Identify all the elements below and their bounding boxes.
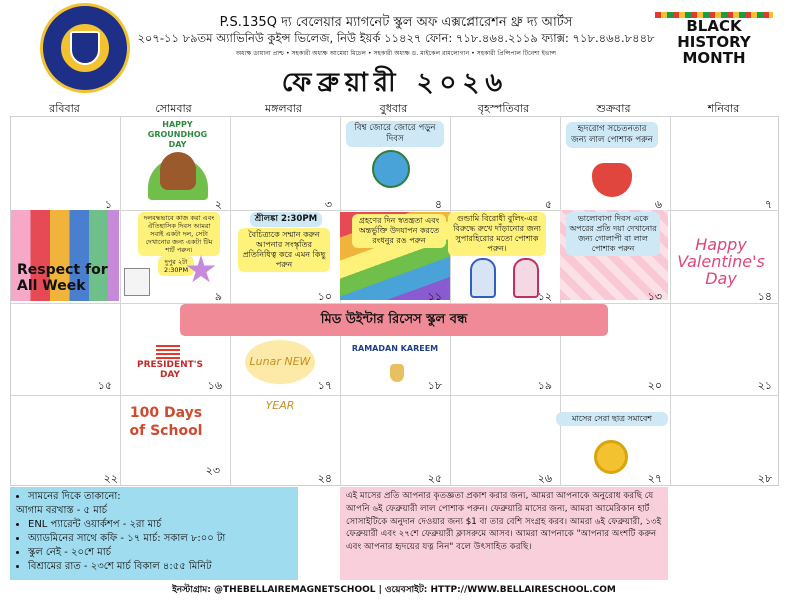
- day-number: ৬: [654, 198, 662, 211]
- day-number: ২৮: [757, 472, 772, 485]
- event-sri-lanka: বৈচিত্র্যকে সম্মান করুন আপনার সংস্কৃতির প্রতিনিধিত্ব করে এমন কিছু পরুন: [238, 228, 330, 272]
- dow-wednesday: বুধবার: [379, 102, 408, 115]
- looking-ahead-item: • স্কুল নেই - ২০শে মার্চ: [28, 546, 292, 560]
- grid-line: [340, 117, 341, 485]
- superhero-boy-icon: [470, 258, 496, 298]
- heart-month-message: এই মাসের প্রতি আপনার কৃতজ্ঞতা প্রকাশ করার জন্য, আমরা আপনাকে অনুরোধ করছি যে আপনি ৬ই ফেব্রুয়ারী লাল পোশাক পরুন। ফেব্রুয়ারি মাসের জন্য, আমরা আমেরিকান হার্ট সোসাইটিকে অনুদান দেওয়ার জন্য $1 বা তার বেশি সংগ্রহ করব। আমরা ৬ই ফেব্রুয়ারী, ১৩ই ফেব্রুয়ারী এবং ২৭শে ফেব্রুয়ারী ক্লাসরুমে আসব। আমরা আপনাকে "আপনার অংশটি করুন এবং আপনার হৃদয়ের যত্ন নিন" বলে উৎসাহিত করছি।: [340, 487, 668, 580]
- bhm-line3: MONTH: [682, 49, 746, 67]
- looking-ahead-item: • বিশ্রামের রাত - ২৩শে মার্চ বিকাল ৪:৫৫ মিনিট: [28, 560, 292, 574]
- dow-friday: শুক্রবার: [596, 102, 631, 115]
- day-number: ২১: [757, 379, 772, 392]
- day-number: ১০: [317, 290, 332, 303]
- dow-thursday: বৃহস্পতিবার: [477, 102, 530, 115]
- presidents-day-text: PRESIDENT'S DAY: [136, 360, 204, 380]
- school-name: P.S.135Q দ্য বেলেয়ার ম্যাগনেট স্কুল অফ এক্সপ্লোরেশন থ্রু দ্য আর্টস: [219, 15, 573, 30]
- black-history-month-badge: [655, 12, 773, 70]
- day-number: ১১: [427, 290, 442, 303]
- looking-ahead-box: [10, 487, 298, 580]
- valentines-day-art: Happy Valentine's Day: [677, 235, 765, 288]
- bhm-line2: HISTORY: [677, 33, 751, 51]
- grid-line: [230, 117, 231, 485]
- dow-monday: সোমবার: [155, 102, 192, 115]
- groundhog-text: HAPPY GROUNDHOG DAY: [147, 120, 208, 149]
- day-number: ১: [104, 198, 112, 211]
- event-kindness: দলবদ্ধভাবে কাজ করা এবং ঐতিহাসিক দিবস আমরা সবাই একটা দল, সেটা দেখানোর জন্য একটা টিম শার্ট পরুন।: [138, 212, 220, 256]
- footer-links: ইনস্টাগ্রাম: @THEBELLAIREMAGNETSCHOOL | ওয়েবসাইট: HTTP://WWW.BELLAIRESCHOOL.COM: [172, 585, 616, 595]
- grid-line: [11, 395, 778, 396]
- lunar-new-year-art: Lunar NEW YEAR: [245, 340, 315, 384]
- respect-banner: [11, 210, 119, 301]
- day-number: ১৭: [317, 379, 332, 392]
- day-number: ৫: [544, 198, 552, 211]
- school-logo: [40, 3, 130, 93]
- looking-ahead-item: • ENL প্যারেন্ট ওয়ার্কশপ - ২রা মার্চ: [28, 518, 292, 532]
- day-number: ১৪: [757, 290, 772, 303]
- bhm-line1: BLACK: [686, 17, 742, 35]
- day-number: ২৩: [205, 464, 220, 477]
- month-title: ফেব্রুয়ারী ২০২৬: [281, 68, 509, 98]
- event-bullying: গুন্ডামি বিরোধী বুলিং-এর বিরুদ্ধে রুখে দাঁড়ানোর জন্য সুপারহিরোর মতো পোশাক পরুন।: [448, 212, 546, 256]
- dow-saturday: শনিবার: [707, 102, 740, 115]
- day-number: ১৬: [207, 379, 222, 392]
- lantern-icon: [390, 364, 404, 382]
- day-number: ২৭: [647, 472, 662, 485]
- event-read-aloud: বিশ্ব জোরে জোরে পড়ুন দিবস: [346, 121, 444, 147]
- school-staff: অধ্যক্ষ ডায়ানা প্রাশ্চ • সহকারী অধ্যক্ষ আমেয়া মিচেল • সহকারী অধ্যক্ষ ড. মাইকেল রামলোগান • সহকারী প্রিন্সিপাল টিনেশা ইভান্স: [235, 50, 557, 57]
- event-sri-lanka-time: শ্রীলঙ্কা 2:30PM: [250, 212, 322, 227]
- day-number: ২০: [647, 379, 662, 392]
- groundhog-icon: [160, 152, 196, 190]
- day-number: ৯: [214, 290, 222, 303]
- dow-tuesday: মঙ্গলবার: [265, 102, 302, 115]
- event-heart-red: হৃদরোগ সচেতনতার জন্য লাল পোশাক পরুন: [566, 122, 658, 148]
- day-number: ২৪: [317, 472, 332, 485]
- day-number: ২৬: [537, 472, 552, 485]
- mid-winter-recess-banner: মিড উইন্টার রিসেস স্কুল বন্ধ: [180, 304, 608, 336]
- day-number: ৭: [764, 198, 772, 211]
- respect-text: Respect for All Week: [17, 262, 108, 294]
- day-number: ৩: [324, 198, 332, 211]
- tshirt-icon: [124, 268, 150, 296]
- day-number: ২: [214, 198, 222, 211]
- event-student-month: মাসের সেরা ছাত্র সমাবেশ: [556, 412, 668, 426]
- looking-ahead-line: আগাম বরখাস্ত - ৫ মার্চ: [16, 505, 108, 516]
- event-valentine: ভালোবাসা দিবস একে অপরের প্রতি দয়া দেখানোর জন্য গোলাপী বা লাল পোশাক পরুন: [566, 212, 660, 256]
- dow-sunday: রবিবার: [49, 102, 80, 115]
- day-number: ৪: [434, 198, 442, 211]
- grid-line: [560, 117, 561, 485]
- event-time-230: দুপুর ২টা 2:30PM: [158, 256, 194, 276]
- day-number: ১৮: [427, 379, 442, 392]
- award-medal-icon: [594, 440, 628, 474]
- day-number: ১৫: [97, 379, 112, 392]
- 100-days-art: 100 Days of School: [129, 405, 203, 439]
- grid-line: [670, 117, 671, 485]
- looking-ahead-title: • সামনের দিকে তাকানো:: [28, 490, 292, 504]
- day-number: ২২: [103, 472, 118, 485]
- school-address: ২০৭-১১ ৮৯তম অ্যাভিনিউ কুইন্স ভিলেজ, নিউ ইয়র্ক ১১৪২৭ ফোন: ৭১৮.৪৬৪.২১১৯ ফ্যাক্স: ৭১৮.৪৬৪.৮৪৪৮: [137, 31, 655, 45]
- event-eclipse: গ্রহণের দিন স্বতন্ত্রতা এবং অন্তর্ভুক্তি উদযাপন করতে রংধনুর রঙ পরুন: [352, 214, 446, 248]
- day-number: ১২: [537, 290, 552, 303]
- flag-icon: [156, 345, 180, 359]
- grid-line: [120, 117, 121, 485]
- groundhog-banner: [145, 120, 210, 148]
- day-number: ১৯: [537, 379, 552, 392]
- day-number: ১৩: [647, 290, 662, 303]
- ramadan-text: RAMADAN KAREEM: [351, 344, 439, 353]
- grid-line: [450, 117, 451, 485]
- looking-ahead-item: • অ্যাডমিনের সাথে কফি - ১৭ মার্চ: সকাল ৮:০০ টা: [28, 532, 292, 546]
- shield-icon: [70, 31, 100, 65]
- globe-reading-icon: [372, 150, 410, 188]
- day-number: ২৫: [427, 472, 442, 485]
